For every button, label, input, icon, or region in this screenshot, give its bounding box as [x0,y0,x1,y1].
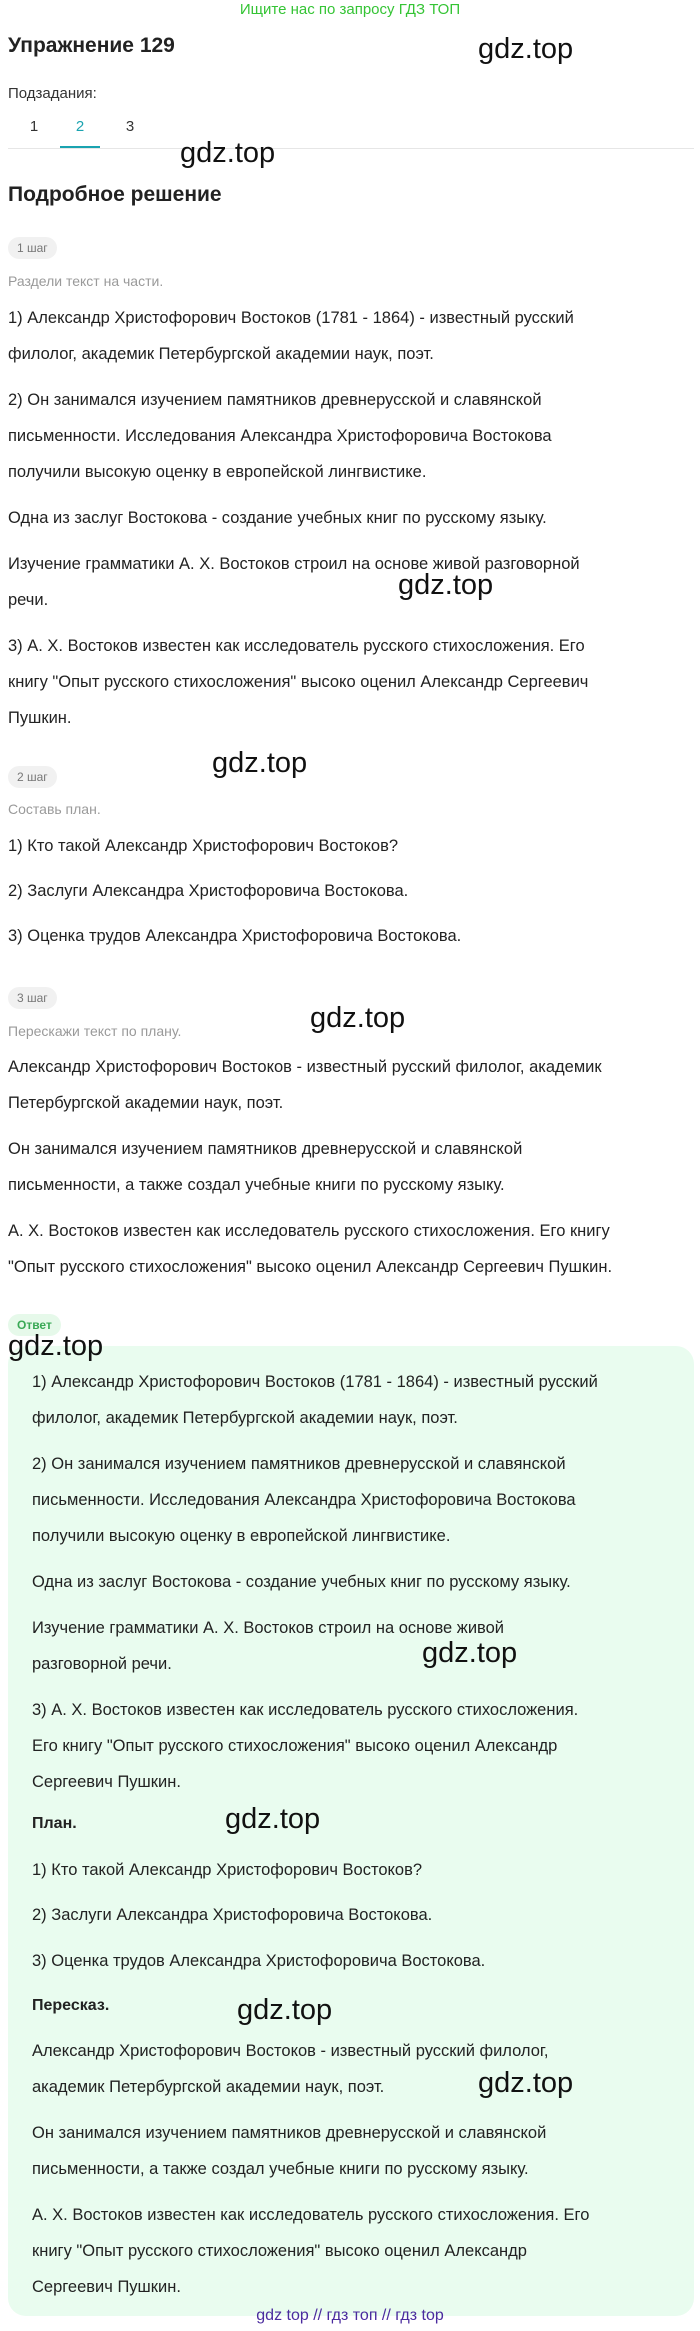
plan-line-2: 2) Заслуги Александра Христофоровича Востокова. [32,1906,433,1924]
text-line: получили высокую оценку в европейской лингвистике. [8,463,427,481]
text-line: Одна из заслуг Востокова - создание учебных книг по русскому языку. [32,1573,571,1591]
text-line: 1) Александр Христофорович Востоков (1781 - 1864) - известный русский [8,309,574,327]
text-line: письменности. Исследования Александра Христофоровича Востокова [8,427,552,445]
step-1-para-2 [8,382,688,490]
text-line: филолог, академик Петербургской академии наук, поэт. [8,345,434,363]
step-1-para-3 [8,500,688,536]
text-line: получили высокую оценку в европейской лингвистике. [32,1527,451,1545]
watermark: gdz.top [225,1803,321,1835]
answer-para-5 [32,1692,662,1800]
text-line: 2) Он занимался изучением памятников древнерусской и славянской [32,1455,566,1473]
answer-para-4 [32,1610,662,1682]
step-2-line-3: 3) Оценка трудов Александра Христофоровича Востокова. [8,927,462,945]
text-line: 3) А. Х. Востоков известен как исследователь русского стихосложения. Его [8,637,585,655]
watermark: gdz.top [237,1994,333,2026]
subtasks-label: Подзадания: [8,85,97,102]
footer-links[interactable]: gdz top // гдз топ // гдз top [256,2307,444,2324]
watermark: gdz.top [8,1330,104,1362]
section-title: Подробное решение [8,183,222,206]
text-line: Сергеевич Пушкин. [32,1773,181,1791]
text-line: Он занимался изучением памятников древнерусской и славянской [8,1140,523,1158]
text-line: филолог, академик Петербургской академии наук, поэт. [32,1409,458,1427]
step-3-para-1 [8,1049,688,1121]
watermark: gdz.top [180,137,276,169]
text-line: 3) А. Х. Востоков известен как исследователь русского стихосложения. [32,1701,579,1719]
retell-para-2 [32,2115,662,2187]
text-line: Пушкин. [8,709,72,727]
step-3-hint: Перескажи текст по плану. [8,1023,182,1039]
retell-heading: Пересказ. [32,1997,110,2014]
text-line: книгу "Опыт русского стихосложения" высоко оценил Александр Сергеевич [8,673,589,691]
step-2-badge: 2 шаг [8,766,57,788]
answer-para-2 [32,1446,662,1554]
text-line: письменности, а также создал учебные книги по русскому языку. [8,1176,505,1194]
watermark: gdz.top [478,33,574,65]
step-2-line-2: 2) Заслуги Александра Христофоровича Востокова. [8,882,409,900]
text-line: разговорной речи. [32,1655,172,1673]
page-title: Упражнение 129 [8,34,175,57]
text-line: книгу "Опыт русского стихосложения" высоко оценил Александр [32,2242,527,2260]
text-line: "Опыт русского стихосложения" высоко оценил Александр Сергеевич Пушкин. [8,1258,613,1276]
text-line: Его книгу "Опыт русского стихосложения" высоко оценил Александр [32,1737,558,1755]
text-line: 1) Александр Христофорович Востоков (1781 - 1864) - известный русский [32,1373,598,1391]
plan-heading: План. [32,1815,77,1832]
text-line: Сергеевич Пушкин. [32,2278,181,2296]
text-line: письменности, а также создал учебные книги по русскому языку. [32,2160,529,2178]
watermark: gdz.top [212,747,308,779]
text-line: Изучение грамматики А. Х. Востоков строил на основе живой [32,1619,505,1637]
text-line: Александр Христофорович Востоков - известный русский филолог, академик [8,1058,602,1076]
text-line: Одна из заслуг Востокова - создание учебных книг по русскому языку. [8,509,547,527]
watermark: gdz.top [478,2067,574,2099]
answer-badge: Ответ [8,1314,61,1336]
step-1-para-1 [8,300,688,372]
step-3-badge: 3 шаг [8,987,57,1009]
watermark: gdz.top [422,1637,518,1669]
text-line: А. Х. Востоков известен как исследователь русского стихосложения. Его [32,2206,590,2224]
answer-para-1 [32,1364,662,1436]
text-line: академик Петербургской академии наук, поэт. [32,2078,385,2096]
plan-line-3: 3) Оценка трудов Александра Христофоровича Востокова. [32,1952,486,1970]
tab-2[interactable]: 2 [60,118,100,148]
step-3-para-3 [8,1213,688,1285]
text-line: Он занимался изучением памятников древнерусской и славянской [32,2124,547,2142]
step-1-hint: Раздели текст на части. [8,273,164,289]
step-1-para-4 [8,546,688,618]
text-line: 2) Он занимался изучением памятников древнерусской и славянской [8,391,542,409]
text-line: Петербургской академии наук, поэт. [8,1094,284,1112]
tab-1[interactable]: 1 [29,118,39,135]
search-banner: Ищите нас по запросу ГДЗ ТОП [239,1,461,18]
step-2-hint: Составь план. [8,801,101,817]
step-1-para-5 [8,628,688,736]
tab-3[interactable]: 3 [125,118,135,135]
step-2-line-1: 1) Кто такой Александр Христофорович Востоков? [8,837,399,855]
step-1-badge: 1 шаг [8,237,57,259]
step-3-para-2 [8,1131,688,1203]
text-line: А. Х. Востоков известен как исследователь русского стихосложения. Его книгу [8,1222,610,1240]
subtask-tabs [8,110,694,149]
retell-para-3 [32,2197,662,2305]
answer-para-3 [32,1564,662,1600]
plan-line-1: 1) Кто такой Александр Христофорович Востоков? [32,1861,423,1879]
text-line: Изучение грамматики А. Х. Востоков строил на основе живой разговорной [8,555,580,573]
text-line: письменности. Исследования Александра Христофоровича Востокова [32,1491,576,1509]
watermark: gdz.top [398,569,494,601]
watermark: gdz.top [310,1002,406,1034]
text-line: Александр Христофорович Востоков - известный русский филолог, [32,2042,549,2060]
text-line: речи. [8,591,49,609]
